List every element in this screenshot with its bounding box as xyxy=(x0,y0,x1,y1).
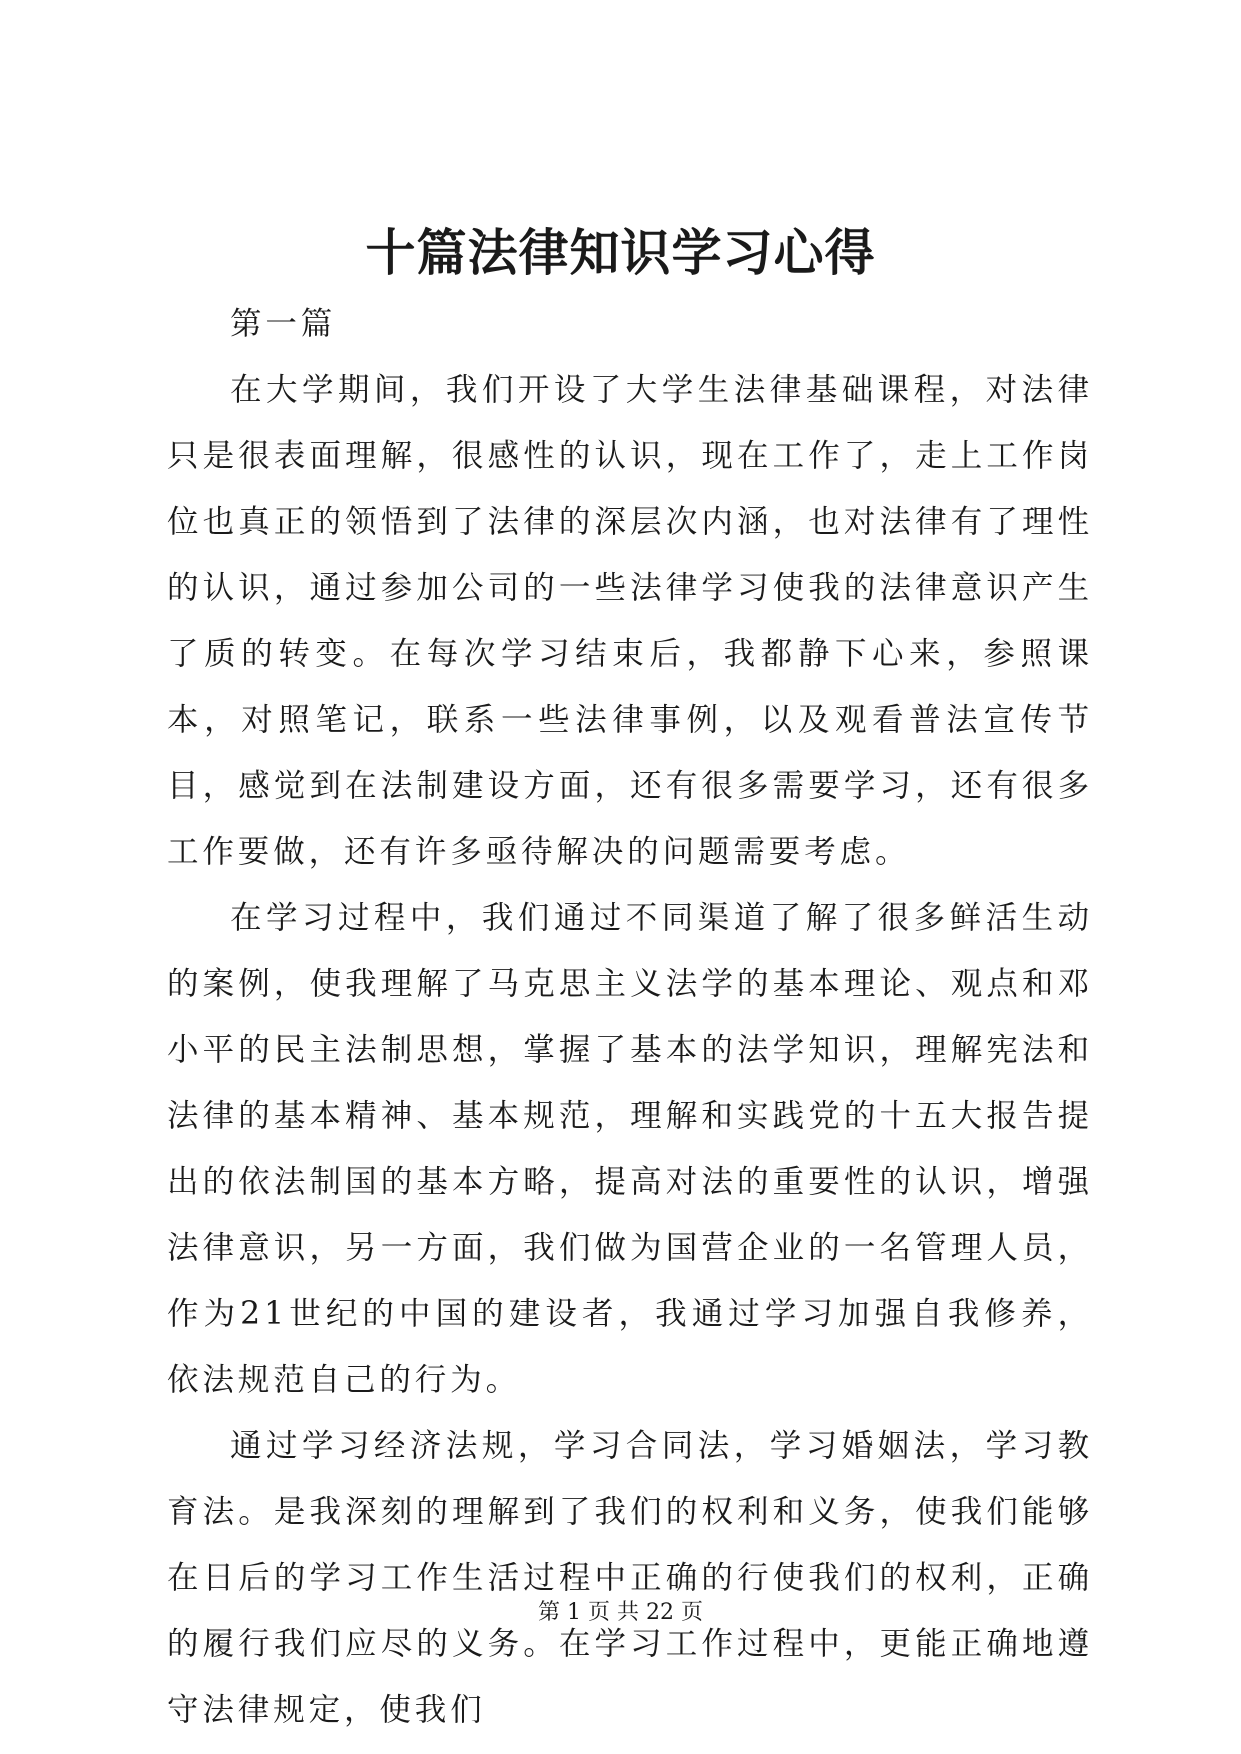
document-body xyxy=(167,291,1093,1743)
document-title: 十篇法律知识学习心得 xyxy=(365,223,876,282)
section-heading: 第一篇 xyxy=(230,306,337,342)
paragraph-3: 通过学习经济法规，学习合同法，学习婚姻法，学习教育法。是我深刻的理解到了我们的权利和义务，使我们能够在日后的学习工作生活过程中正确的行使我们的权利，正确的履行我们应尽的义务。在学习工作过程中，更能正确地遵守法律规定，使我们 xyxy=(167,1428,1093,1728)
page-footer: 第 1 页 共 22 页 xyxy=(538,1600,703,1625)
paragraph-1: 在大学期间，我们开设了大学生法律基础课程，对法律只是很表面理解，很感性的认识，现在工作了，走上工作岗位也真正的领悟到了法律的深层次内涵，也对法律有了理性的认识，通过参加公司的一些法律学习使我的法律意识产生了质的转变。在每次学习结束后，我都静下心来，参照课本，对照笔记，联系一些法律事例，以及观看普法宣传节目，感觉到在法制建设方面，还有很多需要学习，还有很多工作要做，还有许多亟待解决的问题需要考虑。 xyxy=(167,372,1093,870)
paragraph-2: 在学习过程中，我们通过不同渠道了解了很多鲜活生动的案例，使我理解了马克思主义法学的基本理论、观点和邓小平的民主法制思想，掌握了基本的法学知识，理解宪法和法律的基本精神、基本规范，理解和实践党的十五大报告提出的依法制国的基本方略，提高对法的重要性的认识，增强法律意识，另一方面，我们做为国营企业的一名管理人员，作为21世纪的中国的建设者，我通过学习加强自我修养，依法规范自己的行为。 xyxy=(167,900,1093,1398)
